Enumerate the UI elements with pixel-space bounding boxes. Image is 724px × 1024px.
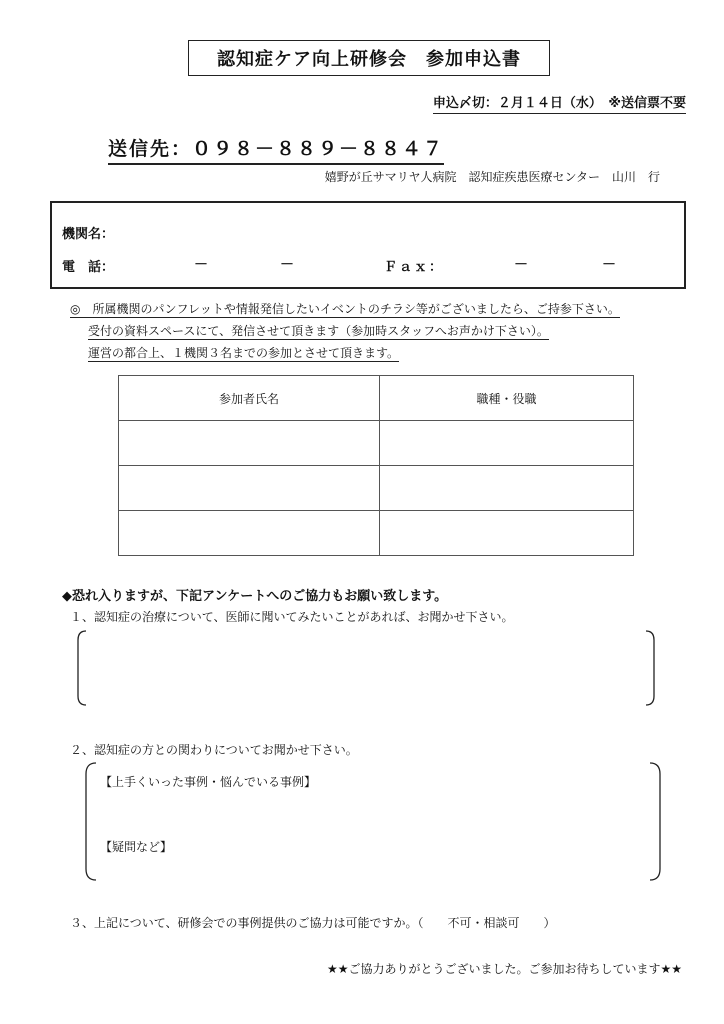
table-row (119, 421, 634, 466)
closing-message: ★★ご協力ありがとうございました。ご参加お待ちしています★★ (326, 962, 682, 976)
job-title-cell[interactable] (380, 511, 634, 556)
deadline-text: 申込〆切：２月１４日（水） ※送信票不要 (433, 92, 686, 114)
question-1: １、認知症の治療について、医師に聞いてみたいことがあれば、お聞かせ下さい。 (70, 610, 514, 624)
fax-dash-2: － (602, 257, 616, 273)
phone-label: 電 話： (62, 260, 115, 275)
participants-table (118, 375, 634, 556)
note-line-3: 運営の都合上、１機関３名までの参加とさせて頂きます。 (88, 346, 400, 360)
participant-name-cell[interactable] (119, 466, 380, 511)
form-title: 認知症ケア向上研修会 参加申込書 (188, 40, 550, 76)
note-line-1: ◎ 所属機関のパンフレットや情報発信したいイベントのチラシ等がございましたら、ご持参下さい。 (70, 302, 620, 316)
phone-dash-1: － (194, 257, 208, 273)
institution-info-box (50, 201, 686, 289)
question-2-subheading-cases: 【上手くいった事例・悩んでいる事例】 (100, 775, 317, 789)
question-2-subheading-questions: 【疑問など】 (100, 840, 173, 854)
table-row (119, 466, 634, 511)
header-job-title: 職種・役職 (380, 376, 634, 421)
destination-text: 嬉野が丘サマリヤ人病院 認知症疾患医療センター 山川 行 (324, 170, 660, 184)
phone-dash-2: － (280, 257, 294, 273)
fax-destination: 送信先：０９８－８８９－８８４７ (108, 134, 444, 165)
job-title-cell[interactable] (380, 466, 634, 511)
question-2: ２、認知症の方との関わりについてお聞かせ下さい。 (70, 743, 358, 757)
survey-heading: ◆恐れ入りますが、下記アンケートへのご協力もお願い致します。 (62, 589, 448, 604)
job-title-cell[interactable] (380, 421, 634, 466)
fax-dash-1: － (514, 257, 528, 273)
institution-field[interactable] (132, 219, 672, 241)
institution-label: 機関名： (62, 227, 115, 242)
fax-label: Ｆａｘ： (384, 260, 445, 275)
question-3: ３、上記について、研修会での事例提供のご協力は可能ですか。（ 不可・相談可 ） (70, 916, 556, 930)
answer-area-1[interactable] (76, 630, 658, 706)
participant-name-cell[interactable] (119, 421, 380, 466)
table-row (119, 511, 634, 556)
header-participant-name: 参加者氏名 (119, 376, 380, 421)
note-line-2: 受付の資料スペースにて、発信させて頂きます（参加時スタッフへお声かけ下さい）。 (88, 324, 549, 338)
participant-name-cell[interactable] (119, 511, 380, 556)
